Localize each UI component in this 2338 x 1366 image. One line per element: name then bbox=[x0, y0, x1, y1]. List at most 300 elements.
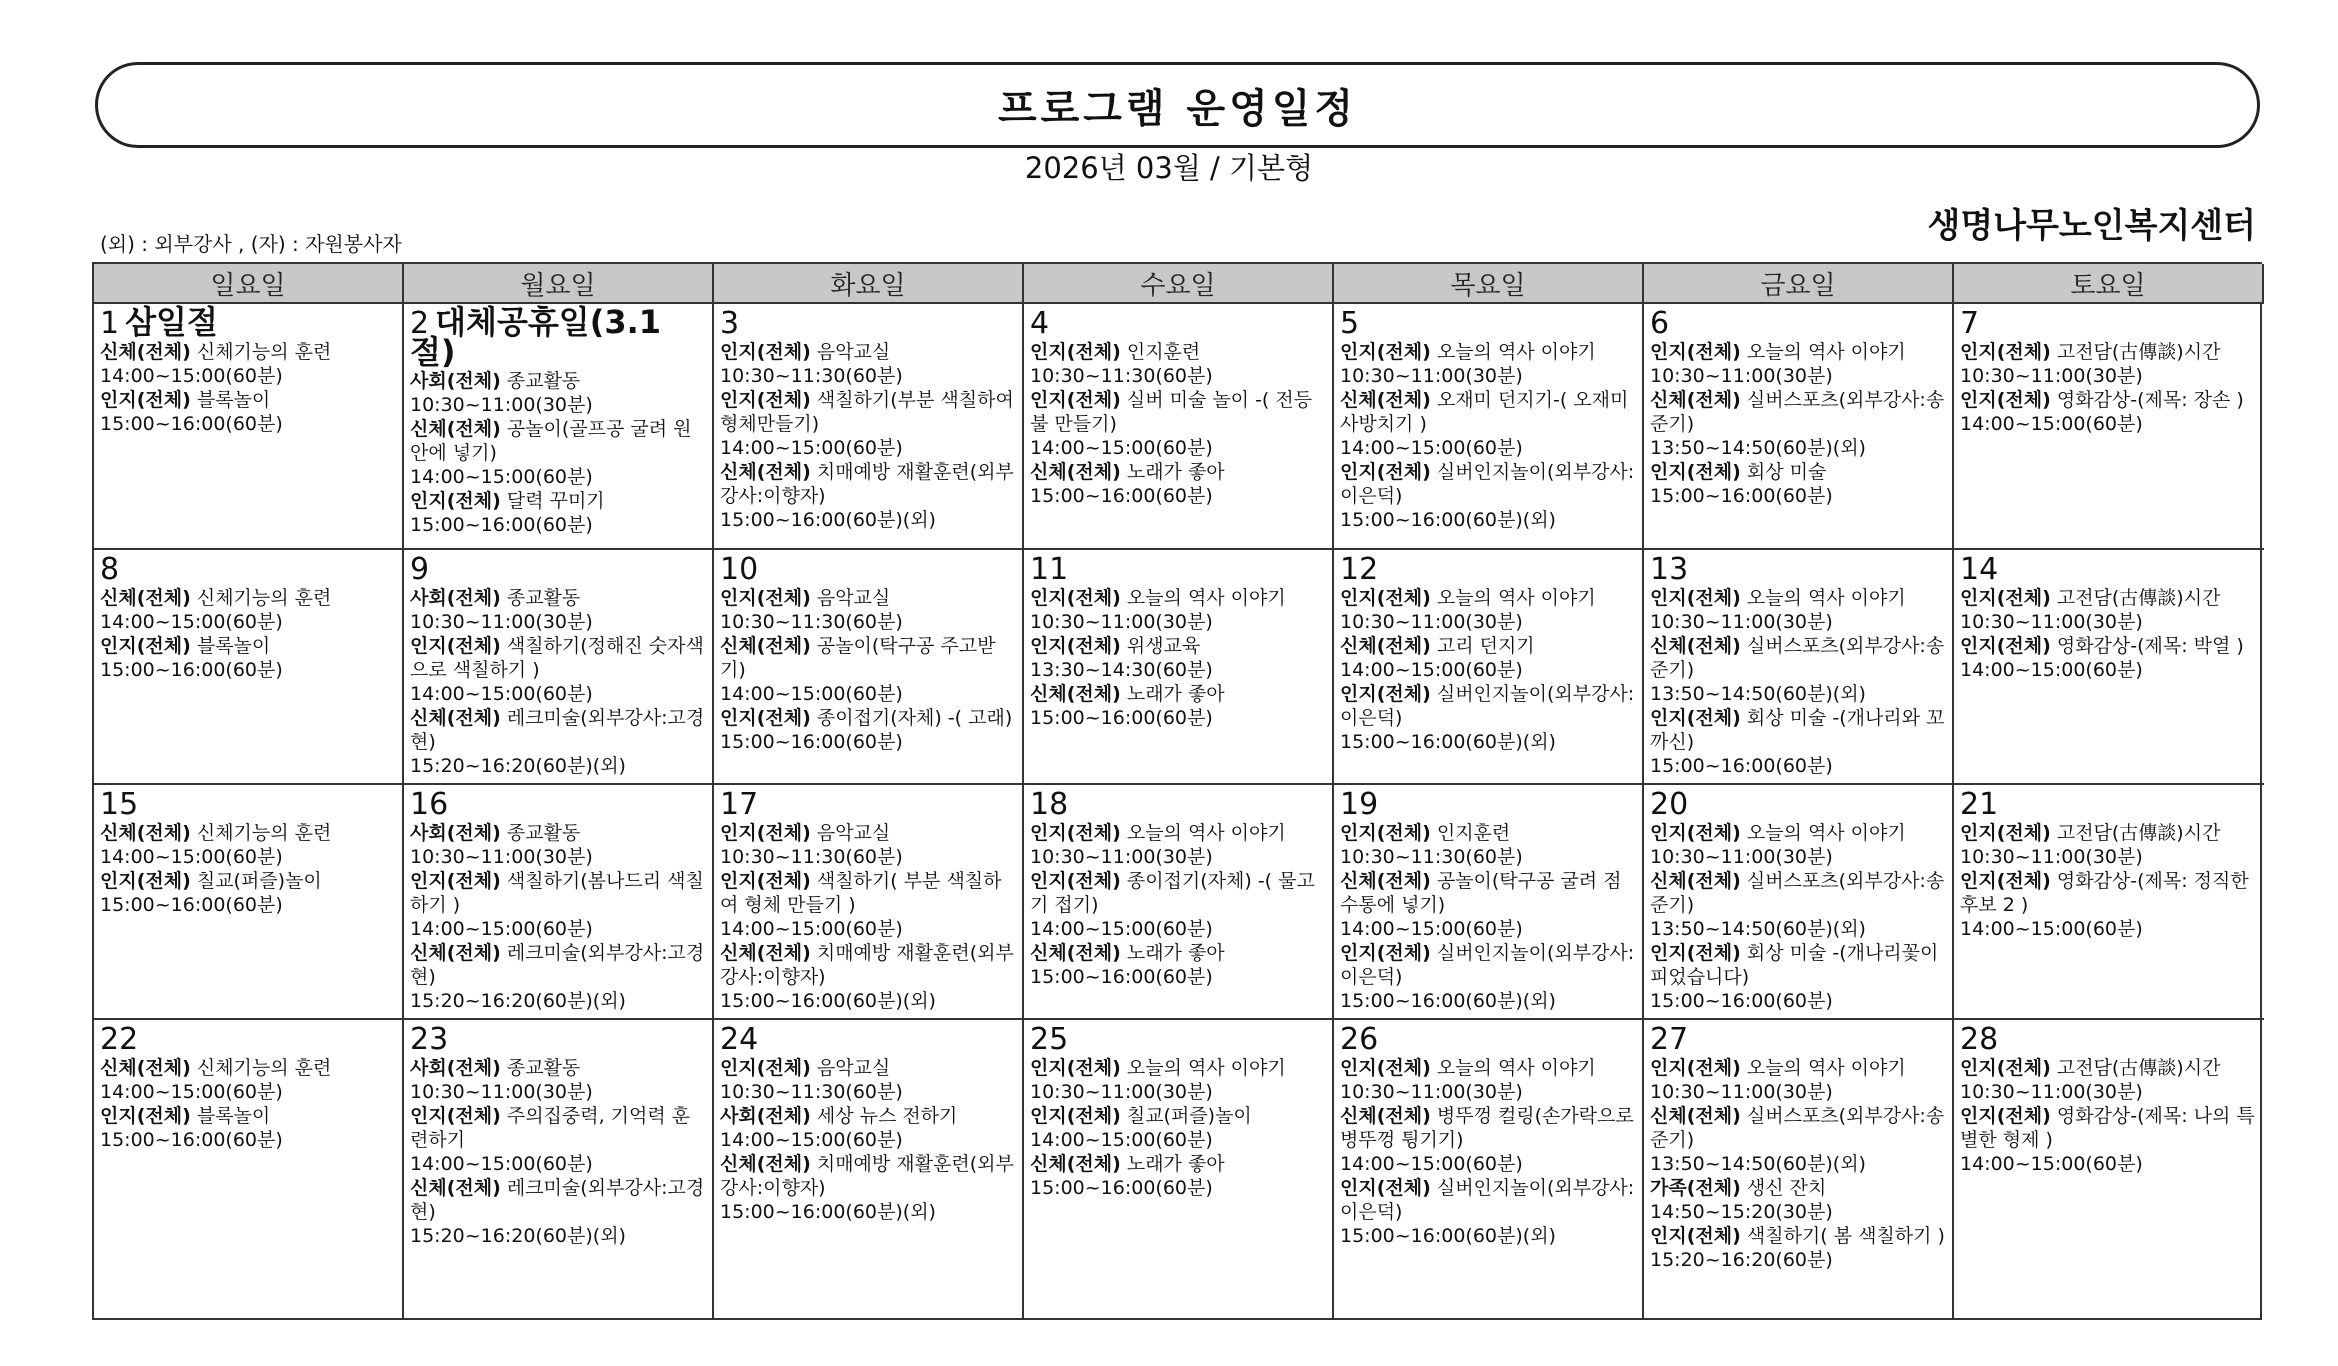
program-time bbox=[720, 917, 1016, 941]
program-time bbox=[1030, 917, 1326, 941]
program-time-text: 14:00~15:00(60분) bbox=[410, 918, 593, 940]
program-time bbox=[720, 682, 1016, 706]
day-number: 23 bbox=[410, 1022, 449, 1057]
program-time bbox=[720, 436, 1016, 460]
program-time-text: 14:00~15:00(60분) bbox=[720, 437, 903, 459]
day-number: 21 bbox=[1960, 787, 1999, 822]
weekday-header-mon: 월요일 bbox=[404, 264, 714, 304]
program-entry bbox=[100, 388, 396, 412]
program-entry bbox=[1340, 388, 1636, 436]
program-time-text: 15:00~16:00(60분)(외) bbox=[1340, 1225, 1556, 1247]
program-entry bbox=[1650, 941, 1946, 989]
program-time bbox=[410, 845, 706, 869]
program-entry bbox=[1340, 1104, 1636, 1152]
program-entry bbox=[1030, 634, 1326, 658]
page-title: 프로그램 운영일정 bbox=[997, 85, 1358, 132]
program-title: 오늘의 역사 이야기 bbox=[1120, 1057, 1286, 1079]
program-title: 색칠하기( 부분 색칠하여 형체 만들기 ) bbox=[720, 870, 1002, 916]
program-category: 인지(전체) bbox=[1960, 870, 2051, 892]
program-entry bbox=[720, 634, 1016, 682]
program-entry bbox=[410, 417, 706, 465]
program-category: 인지(전체) bbox=[1960, 389, 2051, 411]
weekday-header-sun: 일요일 bbox=[94, 264, 404, 304]
calendar-day-cell bbox=[404, 304, 714, 550]
program-title: 오늘의 역사 이야기 bbox=[1740, 341, 1906, 363]
organization-name: 생명나무노인복지센터 bbox=[1927, 206, 2256, 246]
program-time bbox=[1030, 658, 1326, 682]
program-category: 인지(전체) bbox=[1960, 1105, 2051, 1127]
program-entry bbox=[1030, 586, 1326, 610]
program-entry bbox=[1340, 586, 1636, 610]
program-time-text: 14:00~15:00(60분) bbox=[1340, 659, 1523, 681]
weekday-header-wed: 수요일 bbox=[1024, 264, 1334, 304]
program-category: 인지(전체) bbox=[1340, 1057, 1431, 1079]
program-category: 신체(전체) bbox=[720, 635, 811, 657]
title-banner bbox=[95, 62, 2260, 148]
program-category: 인지(전체) bbox=[1650, 822, 1741, 844]
program-category: 인지(전체) bbox=[1960, 822, 2051, 844]
program-title: 인지훈련 bbox=[1120, 341, 1201, 363]
program-title: 오늘의 역사 이야기 bbox=[1740, 1057, 1906, 1079]
day-number: 2 bbox=[410, 306, 430, 341]
program-entry bbox=[720, 388, 1016, 436]
program-entry bbox=[410, 706, 706, 754]
program-title: 오늘의 역사 이야기 bbox=[1740, 587, 1906, 609]
program-time bbox=[1650, 754, 1946, 778]
program-time bbox=[410, 1080, 706, 1104]
program-category: 인지(전체) bbox=[720, 707, 811, 729]
program-title: 영화감상-(제목: 정직한 후보 2 ) bbox=[1960, 870, 2249, 916]
program-time-text: 10:30~11:00(30분) bbox=[410, 846, 593, 868]
program-time-text: 10:30~11:00(30분) bbox=[1650, 365, 1833, 387]
program-title: 오늘의 역사 이야기 bbox=[1430, 1057, 1596, 1079]
program-time-text: 13:50~14:50(60분)(외) bbox=[1650, 437, 1866, 459]
program-time-text: 14:00~15:00(60분) bbox=[1340, 437, 1523, 459]
program-time-text: 10:30~11:30(60분) bbox=[1340, 846, 1523, 868]
program-category: 신체(전체) bbox=[1030, 1153, 1121, 1175]
program-title: 오재미 던지기-( 오재미 사방치기 ) bbox=[1340, 389, 1629, 435]
program-title: 실버인지놀이(외부강사:이은덕) bbox=[1340, 1177, 1635, 1223]
day-number: 27 bbox=[1650, 1022, 1689, 1057]
program-time-text: 15:00~16:00(60분)(외) bbox=[720, 990, 936, 1012]
program-title: 실버스포츠(외부강사:송준기) bbox=[1650, 389, 1945, 435]
program-time bbox=[100, 893, 396, 917]
program-time bbox=[1030, 436, 1326, 460]
day-number: 25 bbox=[1030, 1022, 1069, 1057]
program-title: 고전담(古傳談)시간 bbox=[2050, 341, 2221, 363]
program-title: 주의집중력, 기억력 훈련하기 bbox=[410, 1105, 691, 1151]
program-category: 신체(전체) bbox=[1650, 870, 1741, 892]
program-title: 공놀이(탁구공 주고받기) bbox=[720, 635, 996, 681]
program-title: 신체기능의 훈련 bbox=[190, 587, 332, 609]
program-title: 노래가 좋아 bbox=[1120, 1153, 1225, 1175]
program-time-text: 10:30~11:00(30분) bbox=[1960, 846, 2143, 868]
program-entry bbox=[720, 706, 1016, 730]
program-time-text: 14:00~15:00(60분) bbox=[410, 466, 593, 488]
program-title: 종교활동 bbox=[500, 1057, 581, 1079]
program-category: 인지(전체) bbox=[1030, 587, 1121, 609]
day-heading bbox=[1960, 1024, 2258, 1056]
day-heading bbox=[1650, 554, 1946, 586]
program-time-text: 15:20~16:20(60분) bbox=[1650, 1249, 1833, 1271]
program-entry bbox=[1650, 340, 1946, 364]
program-time-text: 15:20~16:20(60분)(외) bbox=[410, 990, 626, 1012]
program-time bbox=[410, 393, 706, 417]
day-number: 15 bbox=[100, 787, 139, 822]
program-time bbox=[1960, 917, 2258, 941]
program-category: 인지(전체) bbox=[1650, 461, 1741, 483]
program-category: 사회(전체) bbox=[410, 587, 501, 609]
program-time bbox=[1340, 845, 1636, 869]
program-category: 신체(전체) bbox=[1650, 389, 1741, 411]
program-entry bbox=[1340, 1176, 1636, 1224]
program-time-text: 14:00~15:00(60분) bbox=[100, 365, 283, 387]
program-entry bbox=[1340, 821, 1636, 845]
program-time bbox=[410, 682, 706, 706]
program-entry bbox=[1030, 941, 1326, 965]
program-time bbox=[1030, 706, 1326, 730]
program-title: 종교활동 bbox=[500, 587, 581, 609]
program-category: 인지(전체) bbox=[1960, 635, 2051, 657]
program-time bbox=[720, 845, 1016, 869]
program-time bbox=[1960, 1152, 2258, 1176]
day-number: 3 bbox=[720, 306, 740, 341]
program-time bbox=[1650, 1152, 1946, 1176]
program-time-text: 14:00~15:00(60분) bbox=[720, 683, 903, 705]
program-entry bbox=[1960, 869, 2258, 917]
program-title: 고전담(古傳談)시간 bbox=[2050, 587, 2221, 609]
program-time-text: 10:30~11:00(30분) bbox=[1960, 1081, 2143, 1103]
program-title: 노래가 좋아 bbox=[1120, 942, 1225, 964]
program-title: 회상 미술 bbox=[1740, 461, 1827, 483]
program-time-text: 15:00~16:00(60분) bbox=[720, 731, 903, 753]
calendar-day-cell bbox=[714, 550, 1024, 785]
program-time-text: 15:00~16:00(60분)(외) bbox=[1340, 990, 1556, 1012]
program-time-text: 15:00~16:00(60분)(외) bbox=[720, 509, 936, 531]
program-time bbox=[1650, 364, 1946, 388]
program-time bbox=[1030, 845, 1326, 869]
program-time-text: 13:30~14:30(60분) bbox=[1030, 659, 1213, 681]
program-entry bbox=[410, 489, 706, 513]
program-entry bbox=[1650, 1176, 1946, 1200]
program-time-text: 13:50~14:50(60분)(외) bbox=[1650, 1153, 1866, 1175]
program-time bbox=[100, 610, 396, 634]
program-category: 인지(전체) bbox=[720, 389, 811, 411]
program-time bbox=[410, 1152, 706, 1176]
day-heading bbox=[410, 789, 706, 821]
program-entry bbox=[1030, 388, 1326, 436]
program-time bbox=[1650, 1200, 1946, 1224]
program-entry bbox=[1960, 634, 2258, 658]
day-heading bbox=[1960, 554, 2258, 586]
program-time-text: 10:30~11:30(60분) bbox=[720, 1081, 903, 1103]
program-entry bbox=[1650, 1224, 1946, 1248]
program-title: 세상 뉴스 전하기 bbox=[810, 1105, 958, 1127]
program-time-text: 14:00~15:00(60분) bbox=[1340, 1153, 1523, 1175]
holiday-label: 대체공휴일(3.1절) bbox=[410, 304, 662, 371]
program-category: 인지(전체) bbox=[1030, 870, 1121, 892]
day-number: 26 bbox=[1340, 1022, 1379, 1057]
program-time-text: 10:30~11:00(30분) bbox=[1960, 365, 2143, 387]
program-category: 인지(전체) bbox=[100, 870, 191, 892]
program-category: 사회(전체) bbox=[410, 822, 501, 844]
calendar-day-cell bbox=[1954, 785, 2264, 1020]
calendar-day-cell bbox=[1954, 550, 2264, 785]
program-time bbox=[1030, 1128, 1326, 1152]
calendar-day-cell bbox=[94, 304, 404, 550]
program-time-text: 15:00~16:00(60분) bbox=[1650, 990, 1833, 1012]
program-time bbox=[1650, 917, 1946, 941]
program-title: 음악교실 bbox=[810, 822, 891, 844]
program-entry bbox=[1650, 869, 1946, 917]
day-number: 18 bbox=[1030, 787, 1069, 822]
program-title: 오늘의 역사 이야기 bbox=[1740, 822, 1906, 844]
program-title: 레크미술(외부강사:고경현) bbox=[410, 942, 705, 988]
program-title: 생신 잔치 bbox=[1740, 1177, 1827, 1199]
program-title: 종이접기(자체) -( 고래) bbox=[810, 707, 1013, 729]
program-time bbox=[1650, 845, 1946, 869]
program-category: 신체(전체) bbox=[720, 942, 811, 964]
calendar-day-cell bbox=[1334, 785, 1644, 1020]
program-entry bbox=[720, 340, 1016, 364]
program-time-text: 15:00~16:00(60분) bbox=[100, 894, 283, 916]
program-time-text: 10:30~11:00(30분) bbox=[1030, 1081, 1213, 1103]
program-time bbox=[410, 989, 706, 1013]
weekday-header-thu: 목요일 bbox=[1334, 264, 1644, 304]
day-heading bbox=[720, 554, 1016, 586]
program-entry bbox=[410, 1176, 706, 1224]
program-time-text: 14:00~15:00(60분) bbox=[1340, 918, 1523, 940]
program-entry bbox=[720, 1056, 1016, 1080]
program-time bbox=[1030, 364, 1326, 388]
calendar-day-cell bbox=[714, 1020, 1024, 1318]
program-title: 인지훈련 bbox=[1430, 822, 1511, 844]
program-entry bbox=[1650, 706, 1946, 754]
program-title: 실버인지놀이(외부강사:이은덕) bbox=[1340, 942, 1635, 988]
program-category: 인지(전체) bbox=[410, 490, 501, 512]
program-time-text: 15:20~16:20(60분)(외) bbox=[410, 755, 626, 777]
day-heading bbox=[1650, 308, 1946, 340]
program-title: 실버 미술 놀이 -( 전등불 만들기) bbox=[1030, 389, 1313, 435]
program-time-text: 14:00~15:00(60분) bbox=[720, 1129, 903, 1151]
program-time bbox=[1340, 436, 1636, 460]
program-category: 신체(전체) bbox=[410, 942, 501, 964]
program-category: 사회(전체) bbox=[410, 370, 501, 392]
program-entry bbox=[410, 821, 706, 845]
calendar-grid bbox=[92, 262, 2262, 1320]
program-time bbox=[1340, 989, 1636, 1013]
program-time bbox=[1030, 1176, 1326, 1200]
program-title: 종이접기(자체) -( 물고기 접기) bbox=[1030, 870, 1315, 916]
program-time bbox=[720, 1080, 1016, 1104]
program-time-text: 14:00~15:00(60분) bbox=[410, 1153, 593, 1175]
program-title: 음악교실 bbox=[810, 341, 891, 363]
day-number: 14 bbox=[1960, 552, 1999, 587]
calendar-day-cell bbox=[1644, 1020, 1954, 1318]
program-entry bbox=[100, 1056, 396, 1080]
program-time-text: 10:30~11:00(30분) bbox=[1030, 846, 1213, 868]
calendar-day-cell bbox=[1954, 304, 2264, 550]
program-time bbox=[410, 513, 706, 537]
day-number: 10 bbox=[720, 552, 759, 587]
program-category: 인지(전체) bbox=[1030, 341, 1121, 363]
legend-note: (외) : 외부강사 , (자) : 자원봉사자 bbox=[100, 232, 402, 256]
program-category: 인지(전체) bbox=[1030, 1057, 1121, 1079]
program-category: 인지(전체) bbox=[1340, 587, 1431, 609]
calendar-day-cell bbox=[1334, 304, 1644, 550]
program-time bbox=[720, 1200, 1016, 1224]
program-title: 색칠하기(정해진 숫자색으로 색칠하기 ) bbox=[410, 635, 704, 681]
program-category: 인지(전체) bbox=[1650, 587, 1741, 609]
program-time bbox=[100, 364, 396, 388]
program-category: 신체(전체) bbox=[720, 1153, 811, 1175]
program-entry bbox=[1030, 1056, 1326, 1080]
program-entry bbox=[1030, 460, 1326, 484]
program-entry bbox=[1340, 460, 1636, 508]
program-title: 공놀이(탁구공 굴려 점수통에 넣기) bbox=[1340, 870, 1622, 916]
program-time-text: 14:00~15:00(60분) bbox=[1960, 659, 2143, 681]
program-entry bbox=[1340, 340, 1636, 364]
program-category: 인지(전체) bbox=[1650, 942, 1741, 964]
calendar-day-cell bbox=[404, 785, 714, 1020]
program-title: 색칠하기(부분 색칠하여 형체만들기) bbox=[720, 389, 1014, 435]
day-number: 4 bbox=[1030, 306, 1050, 341]
program-category: 인지(전체) bbox=[1960, 587, 2051, 609]
day-heading bbox=[720, 1024, 1016, 1056]
program-category: 신체(전체) bbox=[1030, 683, 1121, 705]
program-title: 회상 미술 -(개나리와 꼬까신) bbox=[1650, 707, 1945, 753]
day-heading bbox=[1650, 1024, 1946, 1056]
program-time bbox=[1340, 730, 1636, 754]
program-time bbox=[1030, 484, 1326, 508]
program-category: 인지(전체) bbox=[1030, 1105, 1121, 1127]
program-time-text: 10:30~11:30(60분) bbox=[1030, 365, 1213, 387]
calendar-day-cell bbox=[404, 550, 714, 785]
program-entry bbox=[100, 586, 396, 610]
day-heading bbox=[720, 308, 1016, 340]
program-title: 오늘의 역사 이야기 bbox=[1120, 587, 1286, 609]
program-time-text: 13:50~14:50(60분)(외) bbox=[1650, 683, 1866, 705]
program-time bbox=[1650, 1248, 1946, 1272]
program-category: 인지(전체) bbox=[720, 341, 811, 363]
program-title: 치매예방 재활훈련(외부강사:이향자) bbox=[720, 461, 1014, 507]
program-category: 사회(전체) bbox=[410, 1057, 501, 1079]
program-entry bbox=[720, 821, 1016, 845]
program-title: 블록놀이 bbox=[190, 1105, 271, 1127]
program-title: 신체기능의 훈련 bbox=[190, 822, 332, 844]
program-category: 사회(전체) bbox=[720, 1105, 811, 1127]
program-time-text: 14:00~15:00(60분) bbox=[1960, 413, 2143, 435]
calendar-day-cell bbox=[1024, 304, 1334, 550]
program-time bbox=[720, 730, 1016, 754]
calendar-day-cell bbox=[1334, 1020, 1644, 1318]
program-category: 인지(전체) bbox=[1960, 341, 2051, 363]
program-time bbox=[720, 989, 1016, 1013]
program-title: 노래가 좋아 bbox=[1120, 683, 1225, 705]
program-time bbox=[410, 917, 706, 941]
program-time-text: 10:30~11:00(30분) bbox=[1650, 1081, 1833, 1103]
program-entry bbox=[410, 369, 706, 393]
program-category: 인지(전체) bbox=[410, 635, 501, 657]
program-category: 인지(전체) bbox=[1650, 341, 1741, 363]
program-time-text: 15:00~16:00(60분) bbox=[1030, 1177, 1213, 1199]
weekday-header-tue: 화요일 bbox=[714, 264, 1024, 304]
program-entry bbox=[720, 869, 1016, 917]
program-time-text: 15:00~16:00(60분) bbox=[100, 659, 283, 681]
program-title: 오늘의 역사 이야기 bbox=[1430, 587, 1596, 609]
program-category: 가족(전체) bbox=[1650, 1177, 1741, 1199]
day-heading bbox=[1340, 789, 1636, 821]
program-category: 신체(전체) bbox=[1650, 1105, 1741, 1127]
program-time-text: 10:30~11:30(60분) bbox=[720, 611, 903, 633]
program-time-text: 14:00~15:00(60분) bbox=[720, 918, 903, 940]
day-heading bbox=[100, 304, 396, 341]
program-title: 종교활동 bbox=[500, 370, 581, 392]
program-entry bbox=[1030, 1104, 1326, 1128]
program-title: 병뚜껑 컬링(손가락으로 병뚜껑 튕기기) bbox=[1340, 1105, 1634, 1151]
program-category: 인지(전체) bbox=[1340, 942, 1431, 964]
program-entry bbox=[1340, 634, 1636, 658]
program-title: 블록놀이 bbox=[190, 635, 271, 657]
calendar-day-cell bbox=[1644, 785, 1954, 1020]
program-time bbox=[720, 1128, 1016, 1152]
program-time bbox=[1960, 845, 2258, 869]
program-category: 인지(전체) bbox=[100, 389, 191, 411]
day-heading bbox=[720, 789, 1016, 821]
program-time-text: 15:00~16:00(60분) bbox=[1650, 485, 1833, 507]
program-title: 신체기능의 훈련 bbox=[190, 1057, 332, 1079]
day-number: 5 bbox=[1340, 306, 1360, 341]
program-entry bbox=[720, 1152, 1016, 1200]
program-entry bbox=[1960, 821, 2258, 845]
program-time bbox=[100, 1128, 396, 1152]
program-category: 인지(전체) bbox=[1030, 635, 1121, 657]
program-entry bbox=[1960, 340, 2258, 364]
program-time-text: 10:30~11:00(30분) bbox=[1960, 611, 2143, 633]
day-heading bbox=[1960, 789, 2258, 821]
calendar-day-cell bbox=[1024, 785, 1334, 1020]
program-title: 음악교실 bbox=[810, 587, 891, 609]
program-entry bbox=[720, 460, 1016, 508]
program-time bbox=[1340, 1224, 1636, 1248]
program-time-text: 10:30~11:00(30분) bbox=[1650, 611, 1833, 633]
program-time-text: 10:30~11:00(30분) bbox=[410, 611, 593, 633]
program-category: 신체(전체) bbox=[100, 587, 191, 609]
program-time bbox=[1650, 1080, 1946, 1104]
program-time-text: 14:00~15:00(60분) bbox=[1960, 918, 2143, 940]
program-title: 영화감상-(제목: 나의 특별한 형제 ) bbox=[1960, 1105, 2255, 1151]
weekday-header-fri: 금요일 bbox=[1644, 264, 1954, 304]
program-category: 인지(전체) bbox=[720, 822, 811, 844]
program-time bbox=[1960, 364, 2258, 388]
program-entry bbox=[100, 340, 396, 364]
program-title: 달력 꾸미기 bbox=[500, 490, 605, 512]
program-category: 인지(전체) bbox=[1030, 822, 1121, 844]
holiday-label: 삼일절 bbox=[125, 304, 218, 341]
program-time bbox=[100, 412, 396, 436]
day-number: 28 bbox=[1960, 1022, 1999, 1057]
program-title: 색칠하기(봄나드리 색칠하기 ) bbox=[410, 870, 704, 916]
program-time-text: 15:00~16:00(60분) bbox=[100, 1129, 283, 1151]
calendar-day-cell bbox=[404, 1020, 714, 1318]
calendar-day-cell bbox=[94, 1020, 404, 1318]
program-time bbox=[1340, 1152, 1636, 1176]
program-title: 레크미술(외부강사:고경현) bbox=[410, 707, 705, 753]
program-entry bbox=[1650, 460, 1946, 484]
program-time-text: 15:00~16:00(60분)(외) bbox=[720, 1201, 936, 1223]
program-category: 신체(전체) bbox=[1650, 635, 1741, 657]
program-title: 노래가 좋아 bbox=[1120, 461, 1225, 483]
